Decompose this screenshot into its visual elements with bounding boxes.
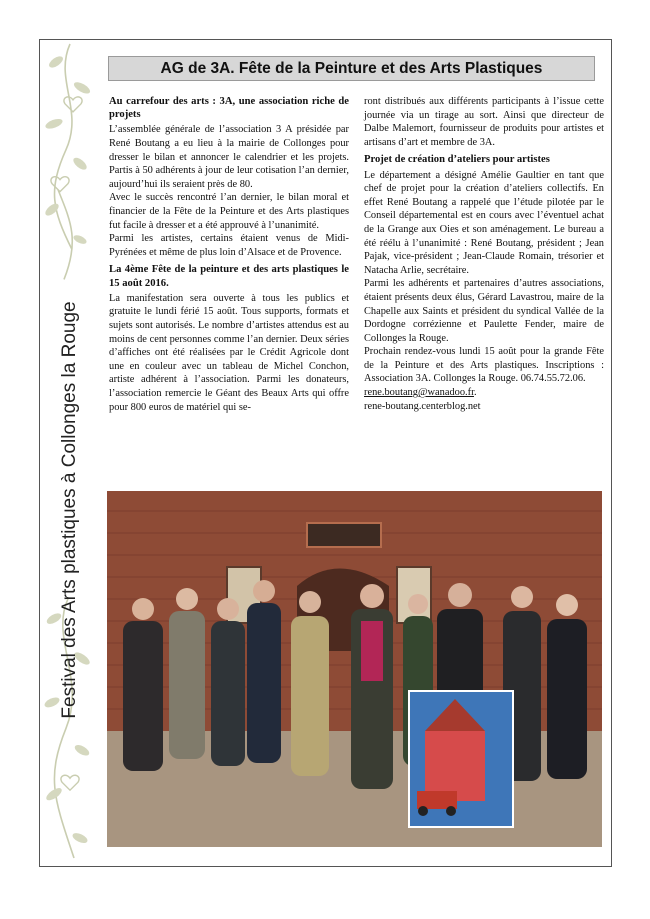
article-title: AG de 3A. Fête de la Peinture et des Arts Plastiques <box>160 59 543 77</box>
email-link[interactable]: rene.boutang@wanadoo.fr <box>364 387 474 399</box>
section-heading: Projet de création d’ateliers pour artistes <box>364 154 550 166</box>
group-photo-illustration <box>107 491 602 847</box>
email-suffix: . <box>473 387 477 399</box>
page-frame <box>39 39 612 867</box>
group-photo <box>107 491 602 847</box>
article-header <box>108 56 595 81</box>
paragraph: Avec le succès rencontré l’an dernier, le bilan moral et financier de la Fête de la Peinture et des Arts plastiques fut facile à dresser et a été approuvé à l’unanimité. <box>109 192 349 231</box>
paragraph: La manifestation sera ouverte à tous les publics et gratuite le lundi férié 15 août. Tous supports, formats et sujets sont autorisés. Le nombre d’artistes attendus est au moins de cent personnes comme l’an dernier. Deux séries d’affiches ont été réalisées par le Crédit Agricole dont une en couleur avec un tableau de Michel Conchon, artiste adhérent à l’association. Parmi les donateurs, l’association remercie le Géant des Beaux Arts qui offre pour 800 euros de matériel qui se- <box>109 292 349 413</box>
blog-line[interactable]: rene-boutang.centerblog.net <box>364 400 481 412</box>
article-column-left <box>109 95 349 414</box>
section-heading: La 4ème Fête de la peinture et des arts plastiques le 15 août 2016. <box>109 264 349 289</box>
paragraph: ront distribués aux différents participants à l’issue cette journée via un tirage au sort. Ainsi que directeur de Dalbe Malemort, fournisseur de produits pour artistes et artisans d’art et membre de 3A. <box>364 96 604 148</box>
article-column-right <box>364 95 604 413</box>
vertical-title-text: Festival des Arts plastiques à Collonges la Rouge <box>58 301 80 719</box>
vertical-title <box>42 290 97 730</box>
paragraph: Parmi les adhérents et partenaires d’autres associations, étaient présents deux élus, Gérard Lavastrou, maire de la Chapelle aux Saints et président du syndical Vallée de la Dordogne corrézienne et Paulette Fender, maire de Collonges la Rouge. <box>364 278 604 344</box>
paragraph: L’assemblée générale de l’association 3 A présidée par René Boutang a eu lieu à la mairie de Collonges pour dresser le bilan et annoncer le calendrier et les projets. Partis à 50 adhérents à jour de leur cotisation l’an dernier, aujourd’hui ils seraient près de 80. <box>109 124 349 190</box>
paragraph: Parmi les artistes, certains étaient venus de Midi-Pyrénées et même de plus loin d’Alsace et de Provence. <box>109 233 349 258</box>
contact-line <box>364 386 604 400</box>
paragraph: Prochain rendez-vous lundi 15 août pour la grande Fête de la Peinture et des Arts plastiques. Inscriptions : Association 3A. Collonges la Rouge. 06.74.55.72.06. <box>364 346 604 385</box>
paragraph: Le département a désigné Amélie Gaultier en tant que chef de projet pour la création d’ateliers collectifs. En effet René Boutang a rappelé que l’étude pilotée par le Conseil départemental est en cours avec l’éventuel achat de la Grange aux Oies et son aménagement. Le bureau a été réélu à l’unanimité : René Boutang, président ; Jean Pajak, vice-président ; Jean-Claude Romain, trésorier et Natacha Arlie, secrétaire. <box>364 169 604 276</box>
section-heading: Au carrefour des arts : 3A, une association riche de projets <box>109 96 349 121</box>
